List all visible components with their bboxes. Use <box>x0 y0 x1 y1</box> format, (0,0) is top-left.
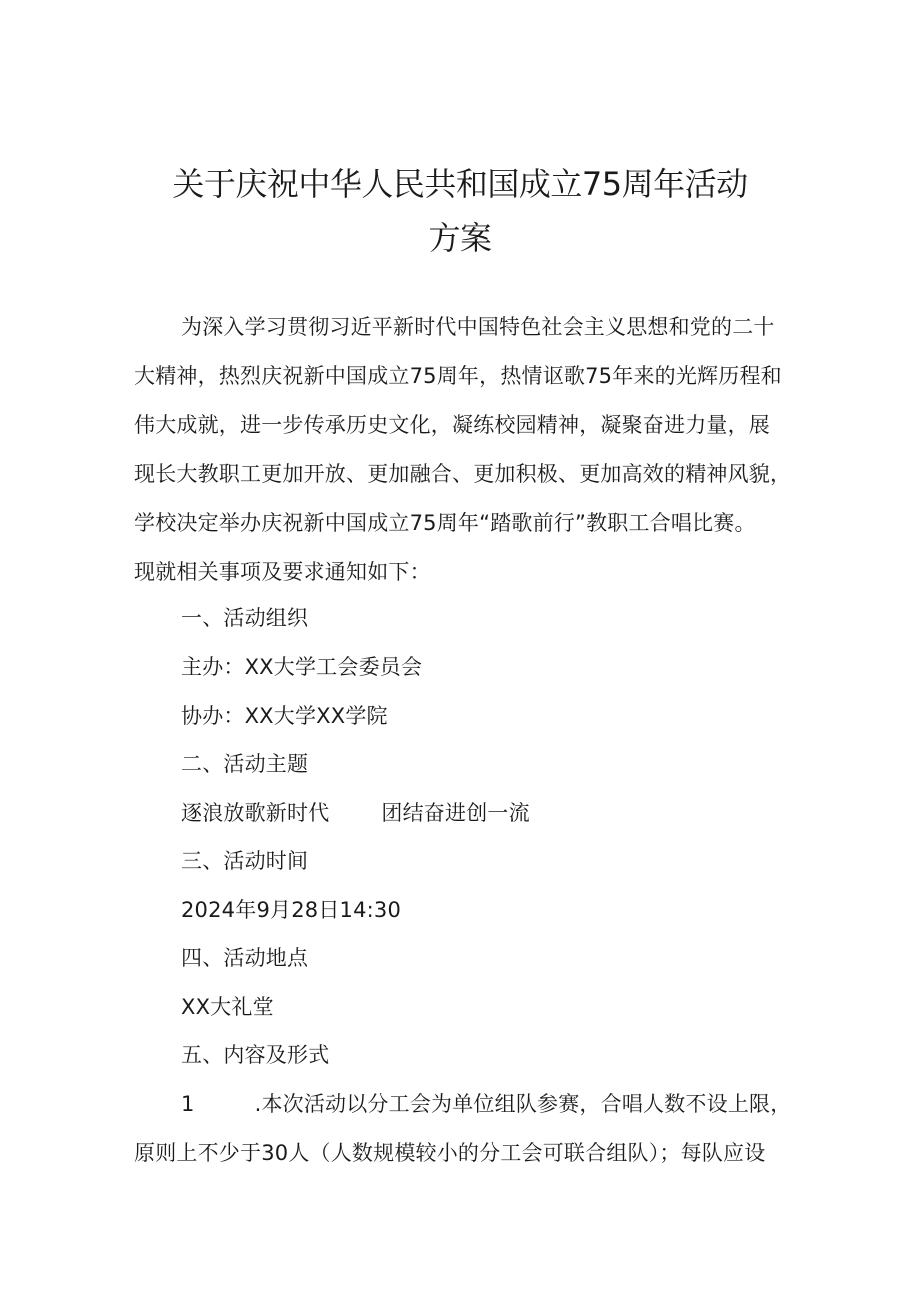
section-2-theme <box>181 799 841 827</box>
item-1-text: .本次活动以分工会为单位组队参赛，合唱人数不设上限， <box>254 1092 792 1116</box>
section-3-time: 2024年9月28日14:30 <box>181 898 402 922</box>
document-title-line-2: 方案 <box>428 219 492 257</box>
section-5-heading: 五、内容及形式 <box>181 1043 330 1067</box>
item-1-number: 1 <box>181 1092 195 1116</box>
intro-line-2: 大精神，热烈庆祝新中国成立75周年，热情讴歌75年来的光辉历程和 <box>134 364 782 388</box>
section-5-item-1-continued: 原则上不少于30人（人数规模较小的分工会可联合组队）；每队应设 <box>134 1141 766 1165</box>
intro-line-5: 学校决定举办庆祝新中国成立75周年“踏歌前行”教职工合唱比赛。 <box>134 511 756 535</box>
section-3-heading: 三、活动时间 <box>181 849 309 873</box>
intro-line-6: 现就相关事项及要求通知如下： <box>134 560 431 584</box>
section-1-cohost: 协办：XX大学XX学院 <box>181 704 388 728</box>
section-1-host: 主办：XX大学工会委员会 <box>181 655 423 679</box>
section-4-heading: 四、活动地点 <box>181 946 309 970</box>
section-4-place: XX大礼堂 <box>181 995 274 1019</box>
section-1-heading: 一、活动组织 <box>181 606 309 630</box>
section-2-heading: 二、活动主题 <box>181 752 309 776</box>
intro-line-1: 为深入学习贯彻习近平新时代中国特色社会主义思想和党的二十 <box>181 315 775 339</box>
intro-line-3: 伟大成就，进一步传承历史文化，凝练校园精神，凝聚奋进力量，展 <box>134 413 770 437</box>
theme-part-a: 逐浪放歌新时代 <box>181 801 330 825</box>
document-title-line-1: 关于庆祝中华人民共和国成立75周年活动 <box>172 165 748 203</box>
section-5-item-1 <box>181 1090 841 1118</box>
theme-part-b: 团结奋进创一流 <box>381 801 530 825</box>
intro-line-4: 现长大教职工更加开放、更加融合、更加积极、更加高效的精神风貌， <box>134 462 792 486</box>
